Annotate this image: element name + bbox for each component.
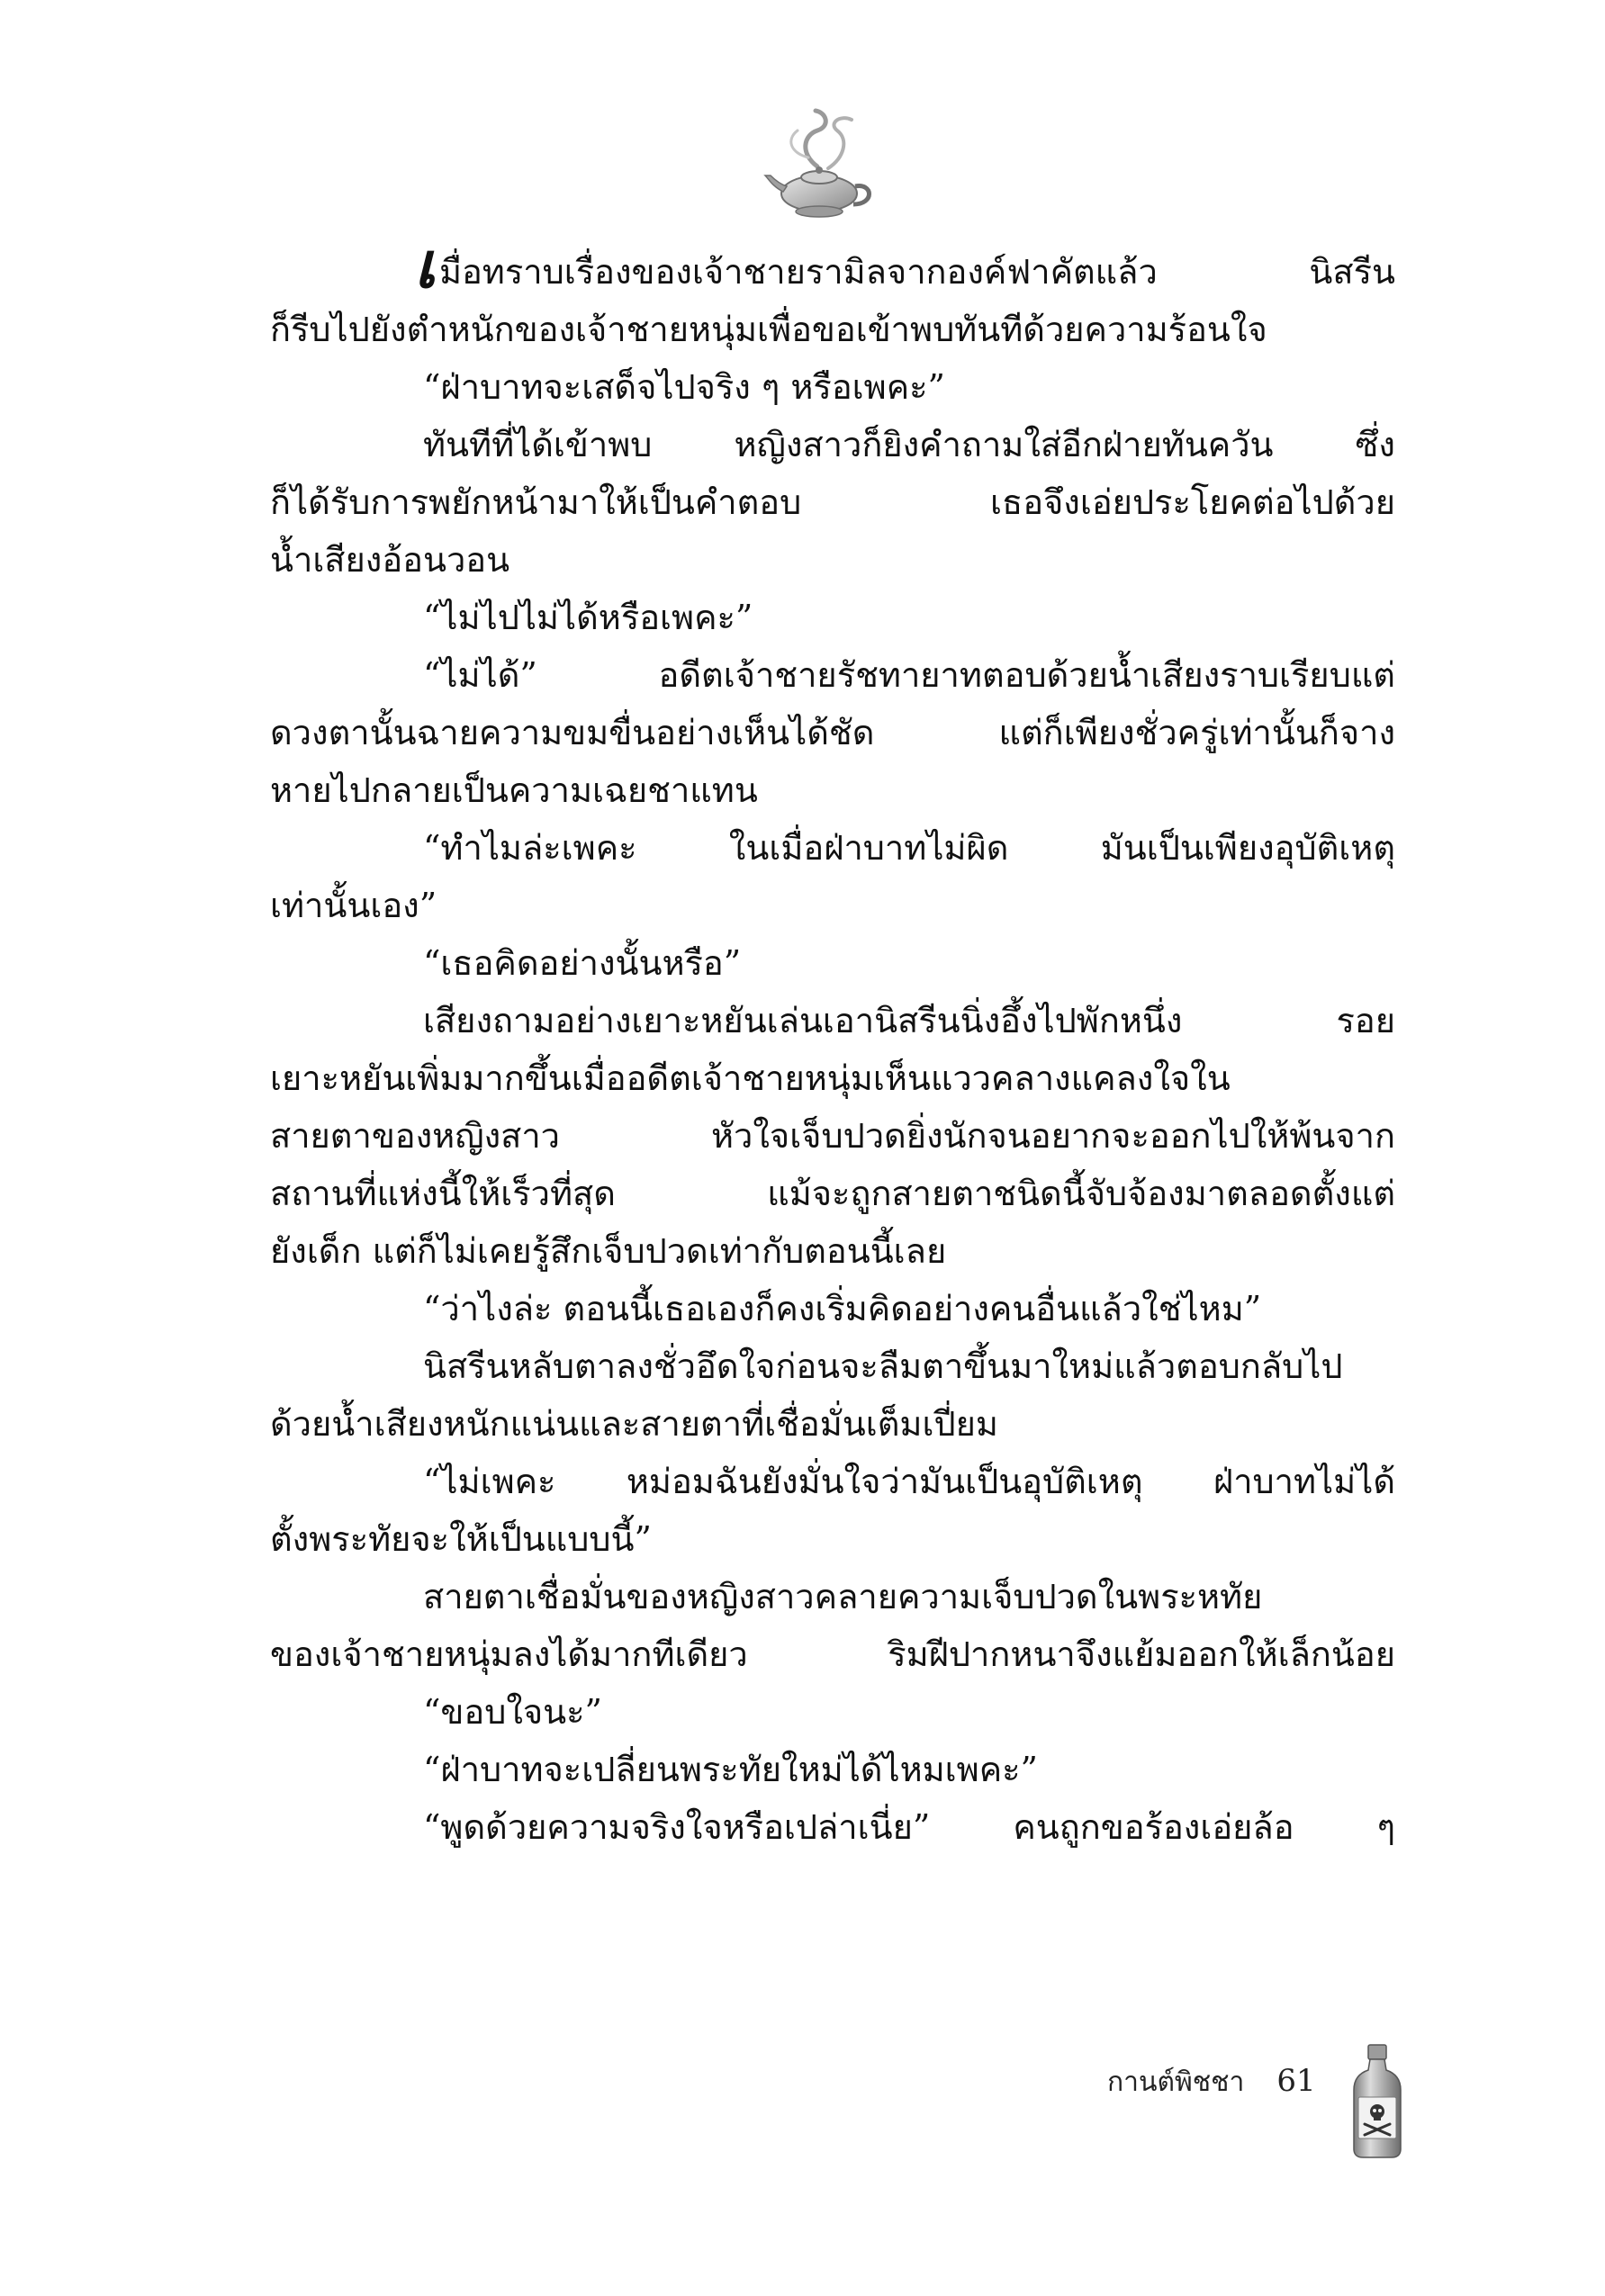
line-text: ก็รีบไปยังตำหนักของเจ้าชายหนุ่มเพื่อขอเข้าพบทันทีด้วยความร้อนใจ	[270, 310, 1267, 349]
text-line	[270, 1798, 1395, 1856]
line-text: “ขอบใจนะ”	[423, 1692, 602, 1732]
text-line	[270, 1568, 1395, 1625]
text-line	[270, 934, 1395, 992]
text-line	[270, 992, 1395, 1049]
teapot-ornament	[763, 104, 880, 225]
line-text: เสียงถามอย่างเยาะหยันเล่นเอานิสรีนนิ่งอึ้งไปพักหนึ่ง รอย	[423, 1001, 1395, 1040]
body-text	[270, 228, 1395, 1856]
drop-cap: เ	[414, 228, 436, 302]
line-text: ด้วยน้ำเสียงหนักแน่นและสายตาที่เชื่อมั่นเต็มเปี่ยม	[270, 1404, 998, 1444]
line-text: ของเจ้าชายหนุ่มลงได้มากทีเดียว ริมฝีปากหนาจึงแย้มออกให้เล็กน้อย	[270, 1634, 1395, 1674]
poison-bottle-icon	[1350, 2043, 1404, 2160]
line-text: “ว่าไงล่ะ ตอนนี้เธอเองก็คงเริ่มคิดอย่างคนอื่นแล้วใช่ไหม”	[423, 1289, 1262, 1328]
line-text: น้ำเสียงอ้อนวอน	[270, 540, 510, 580]
line-text: “ไม่เพคะ หม่อมฉันยังมั่นใจว่ามันเป็นอุบัติเหตุ ฝ่าบาทไม่ได้	[423, 1462, 1395, 1501]
line-text: “ฝ่าบาทจะเปลี่ยนพระทัยใหม่ได้ไหมเพคะ”	[423, 1750, 1038, 1789]
line-text: สถานที่แห่งนี้ให้เร็วที่สุด แม้จะถูกสายตาชนิดนี้จับจ้องมาตลอดตั้งแต่	[270, 1174, 1395, 1213]
text-line	[270, 1510, 1395, 1568]
text-line	[270, 589, 1395, 646]
text-line	[270, 646, 1395, 704]
line-text: ตั้งพระทัยจะให้เป็นแบบนี้”	[270, 1519, 652, 1559]
line-text: “พูดด้วยความจริงใจหรือเปล่าเนี่ย” คนถูกขอร้องเอ่ยล้อ ๆ	[423, 1807, 1395, 1847]
line-text: เยาะหยันเพิ่มมากขึ้นเมื่ออดีตเจ้าชายหนุ่มเห็นแววคลางแคลงใจใน	[270, 1058, 1231, 1098]
text-line	[270, 358, 1395, 416]
text-line	[270, 1741, 1395, 1798]
page-number: 61	[1276, 2063, 1316, 2099]
text-line	[270, 819, 1395, 877]
text-line	[270, 877, 1395, 934]
text-line	[270, 1049, 1395, 1107]
text-line	[270, 761, 1395, 819]
line-text: “ไม่ไปไม่ได้หรือเพคะ”	[423, 598, 753, 637]
text-line	[270, 1222, 1395, 1280]
line-text: นิสรีนหลับตาลงชั่วอึดใจก่อนจะลืมตาขึ้นมาใหม่แล้วตอบกลับไป	[423, 1346, 1343, 1386]
text-line	[270, 228, 1395, 302]
line-text: เท่านั้นเอง”	[270, 886, 437, 925]
text-line	[270, 1625, 1395, 1683]
line-text: สายตาเชื่อมั่นของหญิงสาวคลายความเจ็บปวดในพระหทัย	[423, 1577, 1263, 1616]
text-line	[270, 416, 1395, 473]
line-text: “เธอคิดอย่างนั้นหรือ”	[423, 943, 742, 983]
text-line	[270, 1107, 1395, 1165]
line-text: สายตาของหญิงสาว หัวใจเจ็บปวดยิ่งนักจนอยากจะออกไปให้พ้นจาก	[270, 1116, 1395, 1156]
line-text: ยังเด็ก แต่ก็ไม่เคยรู้สึกเจ็บปวดเท่ากับตอนนี้เลย	[270, 1231, 947, 1271]
author-name: กานต์พิชชา	[1107, 2066, 1245, 2098]
line-text: มื่อทราบเรื่องของเจ้าชายรามิลจากองค์ฟาคัตแล้ว นิสรีน	[438, 252, 1395, 292]
page-footer	[1107, 2061, 1316, 2103]
line-text: ดวงตานั้นฉายความขมขื่นอย่างเห็นได้ชัด แต่ก็เพียงชั่วครู่เท่านั้นก็จาง	[270, 713, 1395, 752]
text-line	[270, 1395, 1395, 1453]
text-line	[270, 531, 1395, 589]
line-text: ก็ได้รับการพยักหน้ามาให้เป็นคำตอบ เธอจึงเอ่ยประโยคต่อไปด้วย	[270, 482, 1395, 522]
line-text: ทันทีที่ได้เข้าพบ หญิงสาวก็ยิงคำถามใส่อีกฝ่ายทันควัน ซึ่ง	[423, 425, 1395, 464]
line-text: หายไปกลายเป็นความเฉยชาแทน	[270, 770, 758, 810]
text-line	[270, 704, 1395, 761]
text-line	[270, 1453, 1395, 1510]
text-line	[270, 473, 1395, 531]
line-text: “ไม่ได้” อดีตเจ้าชายรัชทายาทตอบด้วยน้ำเสียงราบเรียบแต่	[423, 655, 1395, 695]
line-text: “ฝ่าบาทจะเสด็จไปจริง ๆ หรือเพคะ”	[423, 367, 945, 407]
text-line	[270, 1683, 1395, 1741]
text-line	[270, 301, 1395, 358]
text-line	[270, 1337, 1395, 1395]
text-line	[270, 1280, 1395, 1337]
line-text: “ทำไมล่ะเพคะ ในเมื่อฝ่าบาทไม่ผิด มันเป็นเพียงอุบัติเหตุ	[423, 828, 1395, 868]
text-line	[270, 1165, 1395, 1222]
